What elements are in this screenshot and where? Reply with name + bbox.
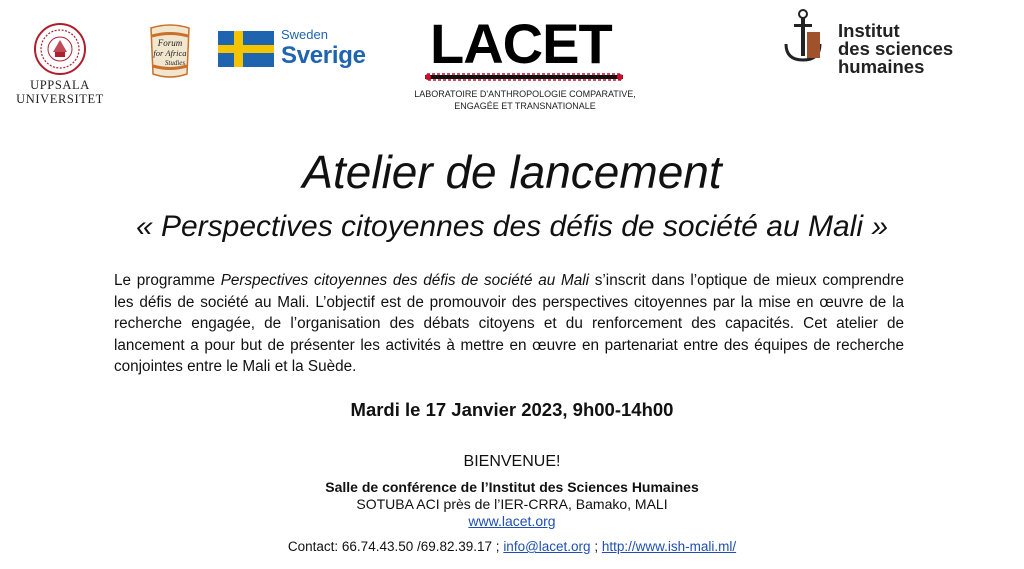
- ish-website-link[interactable]: http://www.ish-mali.ml/: [601, 539, 737, 554]
- description-prefix: Le programme: [114, 272, 221, 289]
- page-subtitle: « Perspectives citoyennes des défis de société au Mali »: [135, 210, 889, 243]
- ish-logo-text: Institut des sciences humaines: [838, 20, 954, 77]
- page-title: Atelier de lancement: [302, 146, 722, 198]
- ish-anchor-logo-icon: [780, 8, 826, 68]
- sweden-logo-text: Sweden Sverige: [281, 27, 366, 69]
- uppsala-seal-logo: [33, 22, 87, 76]
- website-link[interactable]: www.lacet.org: [468, 513, 556, 529]
- venue-name: Salle de conférence de l’Institut des Sciences Humaines: [325, 479, 699, 495]
- svg-text:Studies: Studies: [164, 59, 186, 67]
- svg-text:Forum: Forum: [157, 38, 183, 48]
- description-rest: s’inscrit dans l’optique de mieux comprendre les défis de société au Mali. L’objectif est de promouvoir des perspectives citoyennes par la mise en œuvre de la recherche engagée, de l’organisation des débats citoyens et du renforcement des capacités. Cet atelier de lancement a pour but de présenter les activités à mettre en œuvre en partenariat entre des équipes de recherche conjointes entre le Mali et la Suède.: [114, 272, 904, 376]
- website-line: [0, 512, 1024, 530]
- sweden-flag-icon: [218, 31, 274, 67]
- welcome-text: BIENVENUE!: [463, 453, 561, 470]
- program-name: Perspectives citoyennes des défis de société au Mali: [220, 272, 590, 289]
- venue-address: SOTUBA ACI près de l’IER-CRRA, Bamako, MALI: [356, 496, 668, 512]
- contact-label: Contact: 66.74.43.50 /69.82.39.17 ;: [287, 539, 504, 554]
- event-date: Mardi le 17 Janvier 2023, 9h00-14h00: [350, 399, 674, 420]
- contact-separator: ;: [590, 539, 602, 554]
- lacet-logo-subtitle: LABORATOIRE D'ANTHROPOLOGIE COMPARATIVE, ENGAGÉE ET TRANSNATIONALE: [414, 89, 636, 111]
- program-description: [114, 270, 904, 378]
- lacet-logo-bar: [425, 72, 623, 82]
- svg-text:for Africa: for Africa: [153, 48, 187, 58]
- contact-line: [0, 538, 1024, 556]
- uppsala-logo-text: UPPSALA UNIVERSITET: [16, 78, 104, 106]
- forum-africa-studies-logo: [137, 18, 203, 84]
- email-link[interactable]: info@lacet.org: [503, 539, 591, 554]
- lacet-logo: LACET: [430, 12, 612, 75]
